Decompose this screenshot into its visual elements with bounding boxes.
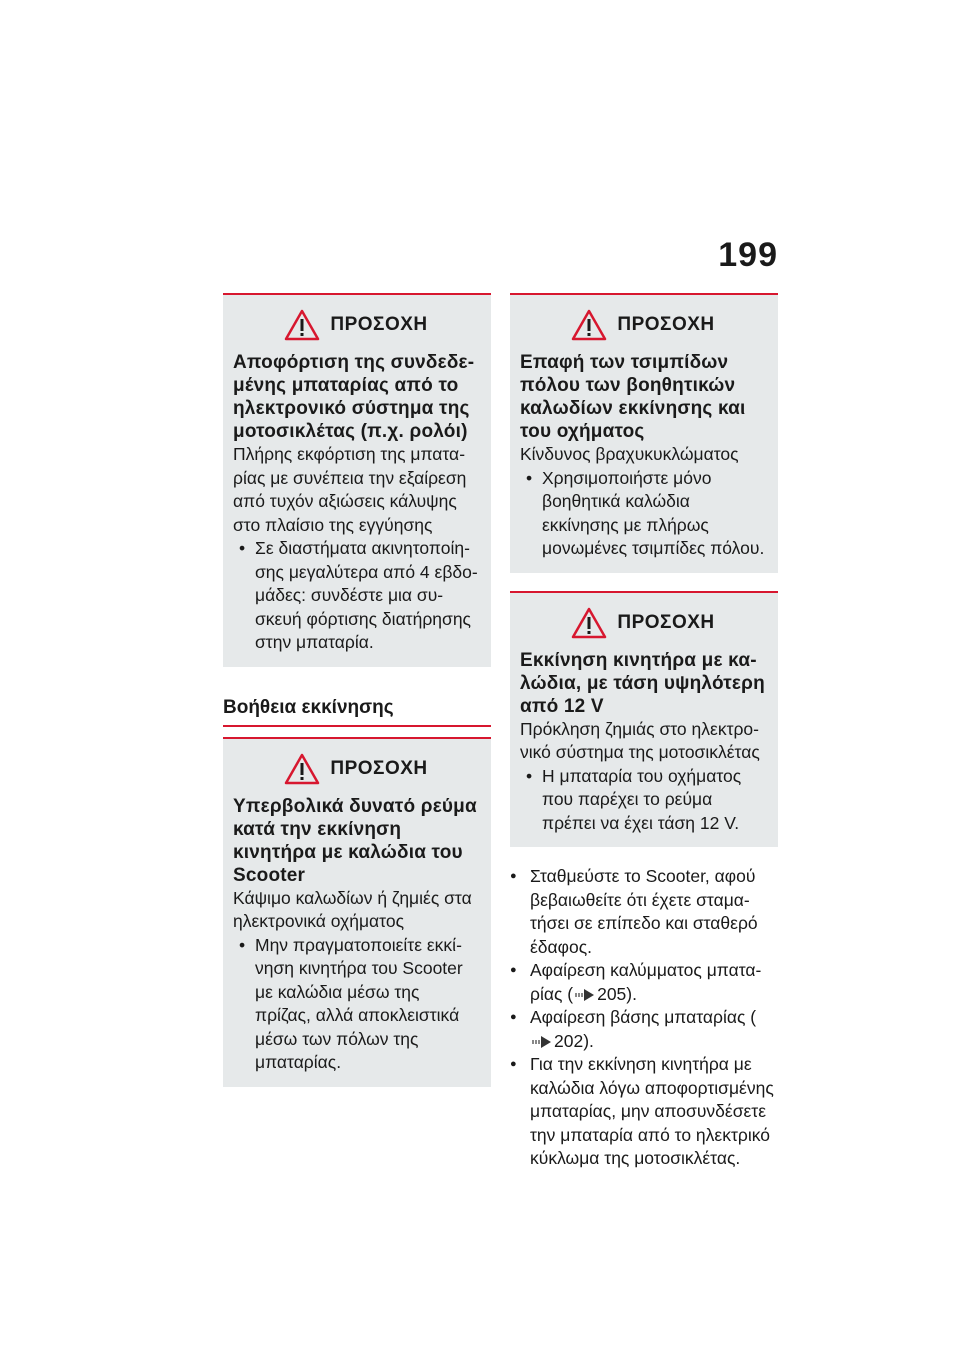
left-column [223,293,491,1105]
warning-text: Κίνδυνος βραχυκυκλώματος [520,444,739,464]
warning-title: Επαφή των τσιμπίδων πόλου των βοηθητικών καλωδίων εκκίνησης και του οχήματος [520,352,746,442]
procedure-step [510,1006,778,1053]
warning-box-clamp-contact [510,293,778,573]
warning-box-battery-discharge [223,293,491,667]
warning-title: Αποφόρτιση της συνδεδεμένης μπαταρίας από το ηλεκτρονικό σύστημα της μοτοσικλέτας (π.χ. ρολόι) [233,352,475,442]
warning-header [233,309,479,341]
step-text: Αφαίρεση βάσης μπαταρίας ( [530,1007,757,1027]
warning-bullet: • Μην πραγματοποιείτε εκκίνηση κινητήρα του Scooter με καλώδια μέσω της πρίζας, αλλά αποκλειστικά μέσω των πόλων της μπαταρίας. [233,934,479,1075]
warning-header [520,607,766,639]
warning-bullet-list [233,537,479,655]
warning-bullet: • Σε διαστήματα ακινητοποίησης μεγαλύτερα από 4 εβδομάδες: συνδέστε μια συσκευή φόρτισης διατήρησης στην μπαταρία. [233,537,479,655]
procedure-step [510,865,778,959]
procedure-step [510,1053,778,1171]
warning-text: Πρόκληση ζημιάς στο ηλεκτρονικό σύστημα της μοτοσικλέτας [520,718,760,762]
right-column [510,293,778,1171]
page-reference-link[interactable]: 205 [597,983,627,1004]
section-heading: Βοήθεια εκκίνησης [223,685,491,727]
warning-bullet-list [520,467,766,561]
step-text-end: ). [626,983,637,1004]
warning-text: Πλήρης εκφόρτιση της μπαταρίας με συνέπεια την εξαίρεση από τυχόν αξιώσεις κάλυψης στο πλαίσιο της εγγύησης [233,444,467,535]
warning-label: ΠΡΟΣΟΧΗ [330,757,428,779]
step-text: Αφαίρεση καλύμματος μπαταρίας ( [530,960,762,1004]
page-reference-link[interactable]: 202 [554,1030,584,1051]
warning-triangle-icon [284,753,320,785]
procedure-step [510,959,778,1006]
page-number: 199 [718,236,778,274]
step-text: Για την εκκίνηση κινητήρα με καλώδια λόγω αποφορτισμένης μπαταρίας, μην αποσυνδέσετε την μπαταρία από το ηλεκτρικό κύκλωμα της μοτοσικλέτας. [530,1054,774,1168]
page-reference-arrow-icon [532,1036,552,1048]
step-text-end: ). [583,1030,594,1051]
warning-bullet-list [520,765,766,836]
warning-bullet: • Η μπαταρία του οχήματος που παρέχει το ρεύμα πρέπει να έχει τάση 12 V. [520,765,766,836]
warning-header [233,753,479,785]
warning-box-excess-current [223,737,491,1087]
warning-label: ΠΡΟΣΟΧΗ [617,314,715,336]
warning-triangle-icon [571,607,607,639]
procedure-steps [510,865,778,1171]
warning-header [520,309,766,341]
warning-label: ΠΡΟΣΟΧΗ [330,314,428,336]
step-text: Σταθμεύστε το Scooter, αφού βεβαιωθείτε ότι έχετε σταματήσει σε επίπεδο και σταθερό έδαφος. [530,866,758,957]
warning-triangle-icon [571,309,607,341]
warning-triangle-icon [284,309,320,341]
warning-box-voltage [510,591,778,848]
warning-label: ΠΡΟΣΟΧΗ [617,611,715,633]
page-reference-arrow-icon [575,989,595,1001]
warning-bullet: • Χρησιμοποιήστε μόνο βοηθητικά καλώδια εκκίνησης με πλήρως μονωμένες τσιμπίδες πόλου. [520,467,766,561]
warning-title: Υπερβολικά δυνατό ρεύμα κατά την εκκίνηση κινητήρα με καλώδια του Scooter [233,795,477,886]
warning-text: Κάψιμο καλωδίων ή ζημιές στα ηλεκτρονικά οχήματος [233,887,472,931]
warning-bullet-list [233,934,479,1075]
warning-title: Εκκίνηση κινητήρα με καλώδια, με τάση υψηλότερη από 12 V [520,649,765,717]
